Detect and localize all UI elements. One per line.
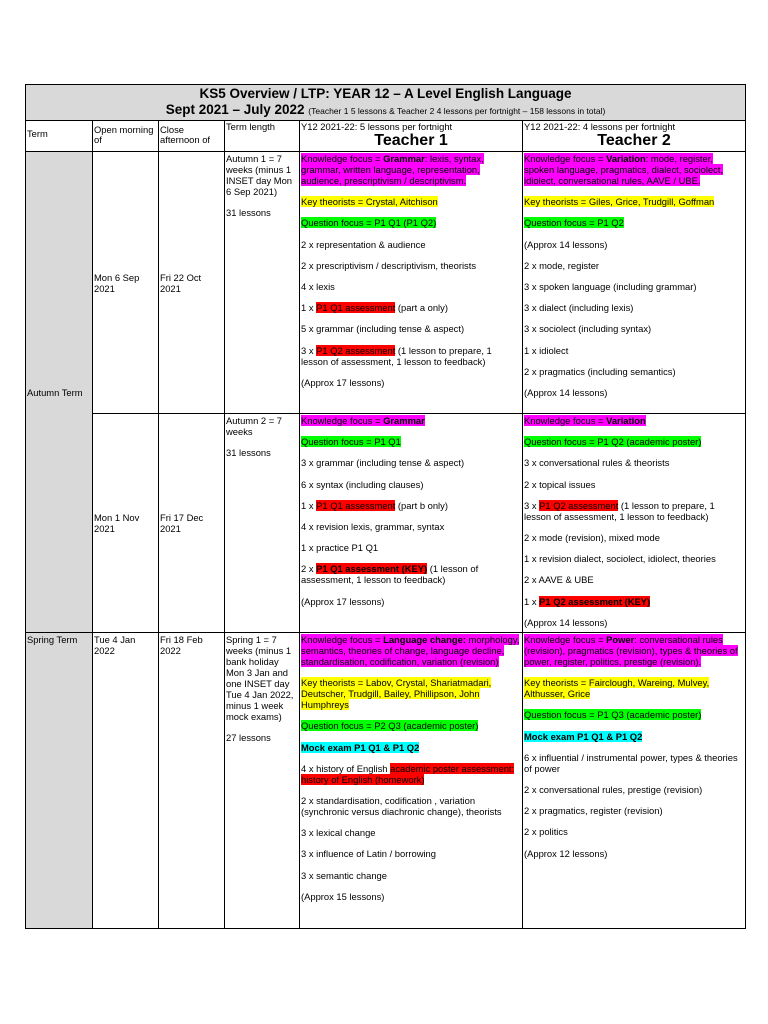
list-item: 2 x prescriptivism / descriptivism, theorists (301, 259, 477, 271)
list-item: 3 x lexical change (301, 827, 376, 839)
spring1-teacher2 (523, 633, 746, 929)
list-item: 2 x pragmatics (including semantics) (524, 365, 676, 377)
lesson-total: (Approx 15 lessons) (301, 890, 385, 902)
a1-t1-kf: Knowledge focus = Grammar: lexis, syntax, grammar, written language, representation, audience, prescriptivism / descriptivism. (301, 153, 484, 186)
autumn2-lessons: 31 lessons (226, 447, 271, 459)
page-title: KS5 Overview / LTP: YEAR 12 – A Level English Language (199, 86, 572, 101)
spring1-length (225, 633, 300, 929)
autumn1-close: Fri 22 Oct 2021 (159, 152, 225, 414)
list-item: 2 x pragmatics, register (revision) (524, 805, 663, 817)
list-item: 2 x AAVE & UBE (524, 574, 594, 586)
autumn2-length-text: Autumn 2 = 7 weeks (226, 415, 283, 437)
header-teacher2 (523, 121, 746, 152)
s1-t2-mock: Mock exam P1 Q1 & P1 Q2 (524, 730, 643, 742)
term-spring: Spring Term (26, 633, 93, 929)
row-autumn-1 (26, 152, 746, 414)
list-item: 3 x dialect (including lexis) (524, 302, 634, 314)
a1-t2-qf: Question focus = P1 Q2 (524, 217, 624, 229)
a1-t1-theorists: Key theorists = Crystal, Aitchison (301, 196, 438, 208)
a2-t1-kf: Knowledge focus = Grammar (301, 415, 425, 426)
lesson-total: (Approx 14 lessons) (524, 386, 608, 398)
list-item: 1 x practice P1 Q1 (301, 542, 379, 554)
autumn1-length-text: Autumn 1 = 7 weeks (minus 1 INSET day Mon 6 Sep 2021) (226, 153, 293, 197)
spring1-lessons: 27 lessons (226, 732, 271, 744)
s1-t1-mock: Mock exam P1 Q1 & P1 Q2 (301, 741, 420, 753)
list-item: 3 x sociolect (including syntax) (524, 323, 652, 335)
s1-t2-qf: Question focus = P1 Q3 (academic poster) (524, 709, 702, 721)
list-item: 2 x topical issues (524, 478, 596, 490)
lesson-total: (Approx 17 lessons) (301, 595, 385, 607)
header-open: Open morning of (93, 121, 159, 152)
page-subtitle (26, 102, 745, 119)
list-item: 2 x conversational rules, prestige (revision) (524, 783, 703, 795)
s1-t1-kf: Knowledge focus = Language change: morphology, semantics, theories of change, language decline, standardisation, codification, variation (revision) (301, 634, 520, 667)
autumn2-length (225, 414, 300, 633)
s1-t1-theorists: Key theorists = Labov, Crystal, Shariatmadari, Deutscher, Trudgill, Bailey, Phillipson, John Humphreys (301, 677, 492, 711)
s1-t1-qf: Question focus = P2 Q3 (academic poster) (301, 720, 479, 732)
list-item: 3 x conversational rules & theorists (524, 457, 670, 469)
list-item: 3 x P1 Q2 assessment (1 lesson to prepare, 1 lesson of assessment, 1 lesson to feedback) (524, 499, 715, 522)
title-cell (26, 85, 746, 121)
a1-t2-theorists: Key theorists = Giles, Grice, Trudgill, Goffman (524, 196, 715, 208)
subtitle-dates: Sept 2021 – July 2022 (165, 102, 305, 117)
autumn1-lessons: 31 lessons (226, 207, 271, 219)
list-item: 1 x revision dialect, sociolect, idiolect, theories (524, 553, 716, 565)
list-item: 1 x P1 Q1 assessment (part a only) (301, 302, 448, 314)
list-item: 5 x grammar (including tense & aspect) (301, 323, 465, 335)
autumn2-teacher1 (300, 414, 523, 633)
list-item: (Approx 14 lessons) (524, 238, 608, 250)
a2-t2-kf: Knowledge focus = Variation (524, 415, 646, 426)
list-item: 2 x mode, register (524, 259, 600, 271)
list-item: 1 x P1 Q1 assessment (part b only) (301, 499, 448, 511)
row-autumn-2 (26, 414, 746, 633)
list-item: 1 x P1 Q2 assessment (KEY) (524, 595, 651, 607)
autumn1-length (225, 152, 300, 414)
list-item: 3 x P1 Q2 assessment (1 lesson to prepare, 1 lesson of assessment, 1 lesson to feedback) (301, 344, 492, 367)
spring1-length-text: Spring 1 = 7 weeks (minus 1 bank holiday Mon 3 Jan and one INSET day Tue 4 Jan 2022, minus 1 week mock exams) (226, 634, 294, 722)
autumn2-close: Fri 17 Dec 2021 (159, 414, 225, 633)
list-item: 3 x grammar (including tense & aspect) (301, 457, 465, 469)
a1-t1-qf: Question focus = P1 Q1 (P1 Q2) (301, 217, 437, 229)
list-item: 2 x standardisation, codification , variation (synchronic versus diachronic change), theorists (301, 794, 502, 817)
spring1-close: Fri 18 Feb 2022 (159, 633, 225, 929)
spring1-teacher1 (300, 633, 523, 929)
list-item: 4 x history of English academic poster assessment: history of English (homework) (301, 762, 515, 785)
list-item: 2 x politics (524, 826, 568, 838)
overview-table (25, 84, 746, 929)
spring1-open: Tue 4 Jan 2022 (93, 633, 159, 929)
list-item: 2 x representation & audience (301, 238, 426, 250)
list-item: 3 x semantic change (301, 869, 387, 881)
autumn1-teacher2 (523, 152, 746, 414)
lesson-total: (Approx 14 lessons) (524, 616, 608, 628)
list-item: 3 x spoken language (including grammar) (524, 280, 697, 292)
s1-t2-theorists: Key theorists = Fairclough, Wareing, Mulvey, Althusser, Grice (524, 677, 710, 700)
autumn1-open: Mon 6 Sep 2021 (93, 152, 159, 414)
row-spring-1 (26, 633, 746, 929)
list-item: 4 x revision lexis, grammar, syntax (301, 520, 445, 532)
a1-t2-kf: Knowledge focus = Variation: mode, register, spoken language, pragmatics, dialect, sociolect, idiolect, conversational rules, AAVE / UBE. (524, 153, 724, 186)
list-item: 6 x syntax (including clauses) (301, 478, 424, 490)
teacher1-note: Y12 2021-22: 5 lessons per fortnight (301, 121, 453, 132)
list-item: 1 x idiolect (524, 344, 569, 356)
list-item: 2 x P1 Q1 assessment (KEY) (1 lesson of assessment, 1 lesson to feedback) (301, 563, 479, 586)
a2-t1-qf: Question focus = P1 Q1 (301, 436, 401, 448)
teacher1-heading: Teacher 1 (374, 132, 448, 149)
autumn1-teacher1 (300, 152, 523, 414)
list-item: 2 x mode (revision), mixed mode (524, 531, 660, 543)
teacher2-note: Y12 2021-22: 4 lessons per fortnight (524, 121, 676, 132)
autumn2-teacher2 (523, 414, 746, 633)
subtitle-note: (Teacher 1 5 lessons & Teacher 2 4 lessons per fortnight – 158 lessons in total) (308, 106, 606, 116)
header-length: Term length (225, 121, 300, 152)
list-item: 3 x influence of Latin / borrowing (301, 848, 436, 860)
list-item: 6 x influential / instrumental power, types & theories of power (524, 751, 738, 774)
teacher2-heading: Teacher 2 (597, 132, 671, 149)
lesson-total: (Approx 12 lessons) (524, 847, 608, 859)
header-teacher1 (300, 121, 523, 152)
a2-t2-qf: Question focus = P1 Q2 (academic poster) (524, 436, 702, 448)
list-item: 4 x lexis (301, 280, 335, 292)
lesson-total: (Approx 17 lessons) (301, 376, 385, 388)
header-term: Term (26, 121, 93, 152)
autumn2-open: Mon 1 Nov 2021 (93, 414, 159, 633)
header-close: Close afternoon of (159, 121, 225, 152)
term-autumn: Autumn Term (26, 152, 93, 633)
s1-t2-kf: Knowledge focus = Power: conversational rules (revision), pragmatics (revision), types & theories of power, register, politics, prestige (revision). (524, 634, 738, 667)
